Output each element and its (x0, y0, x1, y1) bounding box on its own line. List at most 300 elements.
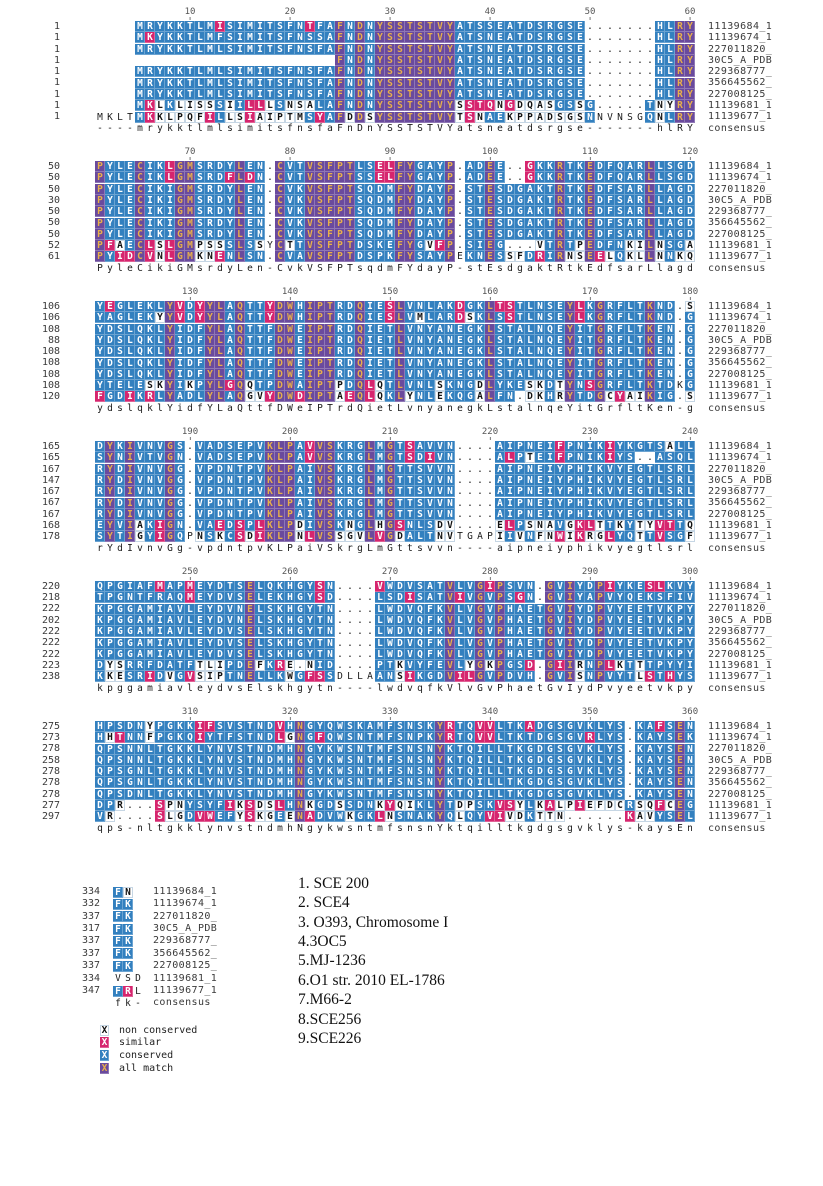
residue-cell: V (435, 486, 445, 497)
residue-cell: Y (445, 89, 455, 100)
sequence-row (0, 520, 823, 531)
residue-cell: V (405, 369, 415, 380)
row-start-number: 50 (47, 217, 60, 229)
ruler-tick (290, 17, 291, 20)
residue-cell: A (455, 21, 465, 32)
residue-cell: V (405, 638, 415, 649)
residue-cell: . (487, 452, 493, 464)
residue-cell: S (495, 195, 505, 206)
sequence-cells (95, 184, 695, 195)
residue-cell: K (585, 744, 595, 755)
residue-cell: . (597, 77, 603, 89)
residue-cell: W (285, 312, 295, 323)
residue-cell: E (375, 346, 385, 357)
residue-cell: K (415, 671, 425, 682)
row-start-number: 52 (47, 240, 60, 252)
residue-cell: R (545, 21, 555, 32)
residue-cell: S (345, 766, 355, 777)
residue-cell: D (277, 402, 283, 414)
name-list-item: 9.SCE226 (298, 1030, 362, 1048)
residue-cell: Q (465, 811, 475, 822)
sequence-cells (113, 973, 143, 984)
residue-cell: S (415, 66, 425, 77)
sequence-row (0, 755, 823, 766)
residue-cell: N (355, 732, 365, 743)
residue-cell: G (545, 755, 555, 766)
residue-cell: G (555, 100, 565, 111)
residue-cell: D (265, 766, 275, 777)
residue-cell: S (495, 251, 505, 262)
residue-cell: P (105, 766, 115, 777)
residue-cell: T (625, 671, 635, 682)
residue-cell: m (277, 822, 283, 834)
sequence-cells (113, 911, 143, 922)
residue-cell: I (575, 346, 585, 357)
residue-cell: S (645, 581, 655, 592)
residue-cell: N (125, 592, 135, 603)
residue-cell: E (625, 509, 635, 520)
residue-cell: S (665, 509, 675, 520)
ruler-tick (489, 297, 490, 300)
legend-label: conserved (119, 1050, 174, 1062)
residue-cell: Q (95, 581, 105, 592)
residue-cell: E (125, 195, 135, 206)
residue-cell: l (497, 822, 503, 834)
residue-cell: . (607, 43, 613, 55)
residue-cell: . (137, 800, 143, 812)
residue-cell: . (607, 32, 613, 44)
residue-cell: S (235, 649, 245, 660)
residue-cell: N (255, 789, 265, 800)
residue-cell: Y (565, 346, 575, 357)
residue-cell: V (165, 671, 175, 682)
residue-cell: K (165, 100, 175, 111)
residue-cell: r (637, 262, 643, 274)
residue-cell: G (415, 240, 425, 251)
residue-cell: K (175, 755, 185, 766)
residue-cell: D (535, 777, 545, 788)
residue-cell: E (495, 161, 505, 172)
residue-cell: S (265, 604, 275, 615)
residue-cell: I (655, 391, 665, 402)
residue-cell: E (655, 324, 665, 335)
residue-cell: M (145, 626, 155, 637)
residue-cell: Y (435, 172, 445, 183)
residue-cell: P (495, 649, 505, 660)
residue-cell (285, 55, 295, 66)
residue-cell: K (515, 721, 525, 732)
residue-cell: G (585, 100, 595, 111)
residue-cell: K (275, 604, 285, 615)
residue-cell: L (195, 89, 205, 100)
sequence-cells (95, 206, 695, 217)
residue-cell: L (485, 380, 495, 391)
residue-cell: F (335, 78, 345, 89)
alignment-block (0, 428, 823, 554)
residue-cell: t (257, 402, 263, 414)
residue-cell: E (245, 218, 255, 229)
residue-cell: . (617, 43, 623, 55)
residue-cell: V (95, 811, 105, 822)
residue-cell: Y (445, 21, 455, 32)
residue-cell: Y (565, 380, 575, 391)
residue-cell: D (505, 218, 515, 229)
residue-cell: N (425, 755, 435, 766)
residue-cell: y (657, 822, 663, 834)
residue-cell: E (245, 195, 255, 206)
residue-cell: K (123, 948, 133, 959)
residue-cell: L (425, 301, 435, 312)
residue-cell: E (495, 55, 505, 66)
sequence-id: 11139684_1 (708, 21, 773, 32)
residue-cell: F (385, 744, 395, 755)
residue-cell: Y (435, 811, 445, 822)
residue-cell: V (447, 682, 453, 694)
residue-cell: T (425, 32, 435, 43)
residue-cell: S (225, 21, 235, 32)
residue-cell: T (365, 732, 375, 743)
residue-cell: N (555, 811, 565, 822)
residue-cell: a (507, 122, 513, 134)
residue-cell: L (125, 380, 135, 391)
residue-cell: P (285, 498, 295, 509)
residue-cell: D (525, 32, 535, 43)
residue-cell (315, 55, 325, 66)
residue-cell: M (187, 262, 193, 274)
residue-cell: Q (235, 335, 245, 346)
residue-cell: G (175, 229, 185, 240)
sequence-row (0, 581, 823, 592)
residue-cell: K (535, 800, 545, 811)
residue-cell: k (587, 822, 593, 834)
residue-cell: K (295, 206, 305, 217)
residue-cell: Y (565, 324, 575, 335)
residue-cell: Q (365, 229, 375, 240)
residue-cell: S (395, 21, 405, 32)
row-start-number: 278 (41, 788, 60, 800)
residue-cell: I (605, 581, 615, 592)
ruler-mark (682, 148, 698, 160)
residue-cell: Y (655, 811, 665, 822)
residue-cell: N (685, 766, 695, 777)
row-start-number: 275 (41, 720, 60, 732)
residue-cell: T (195, 660, 205, 671)
residue-cell: N (235, 604, 245, 615)
residue-cell: Y (515, 800, 525, 811)
sequence-row (0, 357, 823, 368)
ruler-mark (582, 568, 598, 580)
residue-cell: K (625, 251, 635, 262)
residue-cell: Q (615, 251, 625, 262)
ruler-tick (390, 157, 391, 160)
residue-cell: H (285, 638, 295, 649)
residue-cell: T (255, 324, 265, 335)
residue-cell (125, 100, 135, 111)
residue-cell: S (125, 671, 135, 682)
residue-cell: L (665, 32, 675, 43)
residue-cell: N (545, 531, 555, 542)
row-start-number: 1 (53, 77, 60, 89)
residue-cell: G (175, 464, 185, 475)
residue-cell: G (675, 531, 685, 542)
residue-cell: P (315, 380, 325, 391)
residue-cell: - (267, 262, 273, 274)
residue-cell: . (127, 800, 133, 812)
residue-cell: R (335, 335, 345, 346)
residue-cell: L (255, 100, 265, 111)
residue-cell: S (205, 100, 215, 111)
residue-cell: E (625, 486, 635, 497)
residue-cell: L (455, 626, 465, 637)
residue-cell: T (405, 78, 415, 89)
residue-cell: F (395, 161, 405, 172)
residue-cell: v (487, 682, 493, 694)
residue-cell: S (615, 789, 625, 800)
residue-cell: N (405, 766, 415, 777)
residue-cell: I (585, 509, 595, 520)
residue-cell: N (665, 251, 675, 262)
residue-cell: Y (555, 486, 565, 497)
residue-cell: Q (675, 452, 685, 463)
residue-cell: A (165, 626, 175, 637)
residue-cell: s (237, 682, 243, 694)
residue-cell: F (265, 335, 275, 346)
residue-cell: E (495, 78, 505, 89)
residue-cell: T (345, 172, 355, 183)
sequence-id: 356645562_ (708, 77, 773, 89)
residue-cell: Y (575, 649, 585, 660)
residue-cell: A (325, 100, 335, 111)
residue-cell: M (415, 312, 425, 323)
residue-cell: S (535, 21, 545, 32)
residue-cell: Y (685, 581, 695, 592)
residue-cell: . (467, 520, 473, 532)
sequence-id: 30C5_A_PDB (708, 54, 773, 66)
residue-cell: G (505, 100, 515, 111)
residue-cell: S (395, 755, 405, 766)
sequence-row (0, 486, 823, 497)
ruler-mark (285, 148, 296, 160)
ruler-mark (385, 148, 396, 160)
ruler-number: 320 (281, 706, 299, 717)
residue-cell: D (215, 218, 225, 229)
residue-cell: S (155, 240, 165, 251)
residue-cell: . (267, 195, 273, 206)
residue-cell: E (245, 229, 255, 240)
residue-cell: K (535, 218, 545, 229)
residue-cell: . (597, 66, 603, 78)
residue-cell: L (525, 369, 535, 380)
residue-cell: H (655, 78, 665, 89)
residue-cell: . (647, 77, 653, 89)
residue-cell: i (177, 402, 183, 414)
residue-cell: I (305, 346, 315, 357)
residue-cell: I (565, 531, 575, 542)
residue-cell: Q (465, 732, 475, 743)
residue-cell: P (225, 660, 235, 671)
residue-cell: Y (205, 324, 215, 335)
residue-cell: . (367, 626, 373, 638)
residue-cell: D (215, 604, 225, 615)
residue-cell: G (165, 464, 175, 475)
residue-cell: V (255, 452, 265, 463)
residue-cell: L (685, 498, 695, 509)
residue-cell: Y (265, 312, 275, 323)
residue-cell: E (675, 766, 685, 777)
residue-cell: F (315, 732, 325, 743)
residue-cell: K (645, 335, 655, 346)
residue-cell: L (215, 369, 225, 380)
residue-cell: N (445, 498, 455, 509)
residue-cell: K (267, 542, 273, 554)
residue-cell: i (257, 122, 263, 134)
residue-cell: E (245, 206, 255, 217)
residue-cell: D (275, 380, 285, 391)
residue-cell: k (537, 262, 543, 274)
ruler-mark (682, 708, 698, 720)
ruler-row (95, 286, 699, 301)
residue-cell: T (505, 324, 515, 335)
residue-cell: I (575, 335, 585, 346)
residue-cell: S (515, 660, 525, 671)
residue-cell: V (605, 464, 615, 475)
residue-cell: N (215, 789, 225, 800)
residue-cell: k (437, 682, 443, 694)
residue-cell: A (165, 604, 175, 615)
sequence-id: 356645562_ (153, 947, 218, 959)
residue-cell: T (505, 744, 515, 755)
residue-cell: Y (615, 671, 625, 682)
residue-cell: K (435, 604, 445, 615)
residue-cell: Y (315, 777, 325, 788)
residue-cell: V (485, 638, 495, 649)
residue-cell: t (477, 262, 483, 274)
residue-cell: A (515, 346, 525, 357)
residue-cell: A (455, 66, 465, 77)
residue-cell: L (525, 324, 535, 335)
residue-cell: P (205, 464, 215, 475)
residue-cell: P (205, 509, 215, 520)
residue-cell: L (655, 229, 665, 240)
residue-cell: P (205, 475, 215, 486)
residue-cell: g (357, 542, 363, 554)
residue-cell: V (315, 498, 325, 509)
residue-cell: Y (155, 66, 165, 77)
residue-cell: E (245, 592, 255, 603)
residue-cell: . (627, 77, 633, 89)
residue-cell: N (255, 755, 265, 766)
ruler-mark (382, 288, 398, 300)
residue-cell: i (367, 402, 373, 414)
residue-cell: D (355, 44, 365, 55)
residue-cell: K (95, 604, 105, 615)
residue-cell: I (365, 301, 375, 312)
residue-cell: T (585, 346, 595, 357)
residue-cell: D (535, 789, 545, 800)
residue-cell: K (665, 604, 675, 615)
residue-cell: . (347, 614, 353, 626)
residue-cell: E (595, 251, 605, 262)
residue-cell: V (675, 581, 685, 592)
residue-cell: E (125, 184, 135, 195)
residue-cell: E (485, 251, 495, 262)
residue-cell: Y (655, 744, 665, 755)
residue-cell: t (247, 822, 253, 834)
residue-cell: D (215, 649, 225, 660)
residue-cell: T (185, 44, 195, 55)
residue-cell: G (175, 184, 185, 195)
residue-cell: C (605, 391, 615, 402)
residue-cell: F (145, 581, 155, 592)
residue-cell: S (225, 89, 235, 100)
residue-cell: S (95, 452, 105, 463)
residue-cell: G (545, 789, 555, 800)
residue-cell: T (645, 615, 655, 626)
residue-cell: P (97, 262, 103, 274)
residue-cell: Y (405, 240, 415, 251)
residue-cell: k (337, 542, 343, 554)
residue-cell: Y (565, 312, 575, 323)
residue-cell: M (185, 229, 195, 240)
residue-cell: L (215, 358, 225, 369)
residue-cell: L (595, 744, 605, 755)
residue-cell: S (365, 172, 375, 183)
residue-cell: k (177, 122, 183, 134)
residue-cell: Y (425, 346, 435, 357)
residue-cell: K (155, 161, 165, 172)
sequence-cells (95, 626, 695, 637)
residue-cell: P (565, 498, 575, 509)
residue-cell: A (325, 21, 335, 32)
residue-cell: D (185, 391, 195, 402)
residue-cell: E (635, 626, 645, 637)
residue-cell: E (675, 755, 685, 766)
residue-cell: Y (205, 346, 215, 357)
residue-cell: T (265, 44, 275, 55)
residue-cell: f (607, 262, 613, 274)
residue-cell: P (515, 486, 525, 497)
residue-cell: G (165, 509, 175, 520)
residue-cell: L (485, 335, 495, 346)
sequence-id: 11139684_1 (708, 160, 773, 172)
sequence-cells (95, 744, 695, 755)
residue-cell: S (395, 721, 405, 732)
residue-cell: S (565, 21, 575, 32)
residue-cell: I (125, 581, 135, 592)
residue-cell: P (105, 581, 115, 592)
residue-cell: N (215, 755, 225, 766)
residue-cell: G (525, 172, 535, 183)
residue-cell: D (295, 520, 305, 531)
residue-cell: E (677, 822, 683, 834)
residue-cell: K (145, 301, 155, 312)
residue-cell: N (655, 312, 665, 323)
residue-cell: T (245, 358, 255, 369)
residue-cell: F (385, 766, 395, 777)
residue-cell: N (145, 475, 155, 486)
residue-cell: I (305, 369, 315, 380)
residue-cell: Y (205, 581, 215, 592)
residue-cell: G (555, 44, 565, 55)
residue-cell: D (435, 671, 445, 682)
residue-cell: N (255, 251, 265, 262)
residue-cell: D (685, 172, 695, 183)
residue-cell: S (565, 100, 575, 111)
residue-cell: . (587, 88, 593, 100)
residue-cell: D (395, 615, 405, 626)
residue-cell: K (585, 766, 595, 777)
residue-cell: T (325, 324, 335, 335)
